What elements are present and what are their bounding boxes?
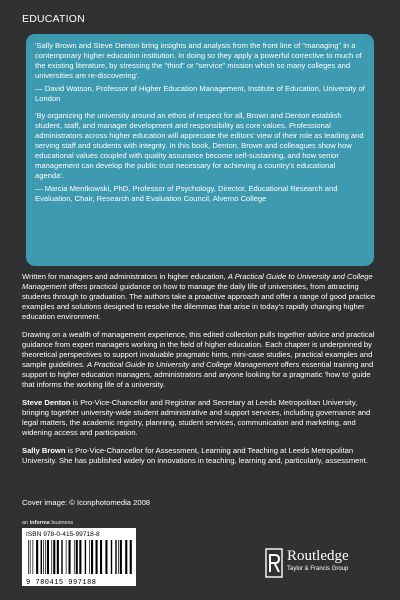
description-text: offers essential training and support to higher education managers, administrators and anyone looking for a pragmatic 'how to' guide that informs the working life of a university. <box>22 360 374 390</box>
author-bio-denton <box>22 398 378 438</box>
informa-prefix: an <box>22 520 30 526</box>
isbn-text: ISBN 978-0-415-99718-8 <box>26 531 100 538</box>
barcode-icon <box>26 540 132 574</box>
cover-credit: Cover image: © Iconphotomedia 2008 <box>22 498 151 507</box>
barcode-block <box>22 528 136 586</box>
publisher-logo <box>265 548 385 580</box>
author-bio-text: is Pro-Vice-Chancellor for Assessment, Learning and Teaching at Leeds Metropolitan University. She has published widely on innovations in teaching, learning and, particularly, assessment. <box>22 446 368 466</box>
description-text: Drawing on a wealth of management experience, this edited collection pulls together advice and practical guidance from expert managers working in the field of higher education. Each chapter is underpinned by theoretical perspectives to support invaluable pragmatic hints, mini-case studies, practical examples and sample guidelines. <box>22 330 375 370</box>
author-name: Steve Denton <box>22 398 71 408</box>
informa-business-tag <box>22 520 73 526</box>
category-label: EDUCATION <box>22 13 85 25</box>
review-quotes-box <box>26 34 374 266</box>
description-paragraph-2 <box>22 330 378 390</box>
book-title-inline: A Practical Guide to University and College Management <box>87 360 279 370</box>
book-title-inline: A Practical Guide to University and College Management <box>22 272 373 292</box>
informa-suffix: business <box>49 520 74 526</box>
publisher-name: Routledge <box>287 548 349 564</box>
author-bio-brown <box>22 446 378 466</box>
author-name: Sally Brown <box>22 446 66 456</box>
description-text: Written for managers and administrators in higher education, <box>22 272 228 281</box>
review-attribution-1: — David Watson, Professor of Higher Education Management, Institute of Education, University of London <box>35 84 365 104</box>
description-paragraph-1 <box>22 272 378 322</box>
review-quote-2: 'By organizing the university around an ethos of respect for all, Brown and Denton establish student, staff, and manager development and responsibility as core values. Professional administrators across higher education will appreciate the editors' view of their role as leading and serving staff and students with integrity. In this book, Denton, Brown and colleagues show how educational values coupled with quality assurance become self-sustaining, and how senior management can develop the public trust necessary for achieving a country's educational agenda'. <box>35 111 364 181</box>
review-quote-1: 'Sally Brown and Steve Denton bring insights and analysis from the front line of "managing" in a contemporary higher education institution. In doing so they apply a powerful corrective to much of the existing literature, by stressing the "third" or "service" mission which so many colleges and universities are re-discovering'. <box>35 41 362 81</box>
review-attribution-2: — Marcia Mentkowski, PhD, Professor of Psychology, Director, Educational Research and Evaluation, Chair, Research and Evaluation Council, Alverno College <box>35 184 338 204</box>
barcode-digits: 9 780415 997188 <box>26 579 97 587</box>
routledge-r-icon <box>265 548 283 578</box>
description-text: offers practical guidance on how to manage the daily life of universities, from attracting students through to graduation. The authors take a proactive approach and offer a range of good practice examples and solutions designed to resolve the dilemmas that arise in today's rapidly changing higher education environment. <box>22 282 376 322</box>
book-description <box>22 272 378 474</box>
author-bio-text: is Pro-Vice-Chancellor and Registrar and Secretary at Leeds Metropolitan University, bringing together university-wide student administrative and support services, including governance and legal matters, the academic registry, planning, student services, communication and marketing, and widening access and participation. <box>22 398 371 438</box>
informa-brand: informa <box>29 520 50 526</box>
publisher-group: Taylor & Francis Group <box>287 566 349 572</box>
